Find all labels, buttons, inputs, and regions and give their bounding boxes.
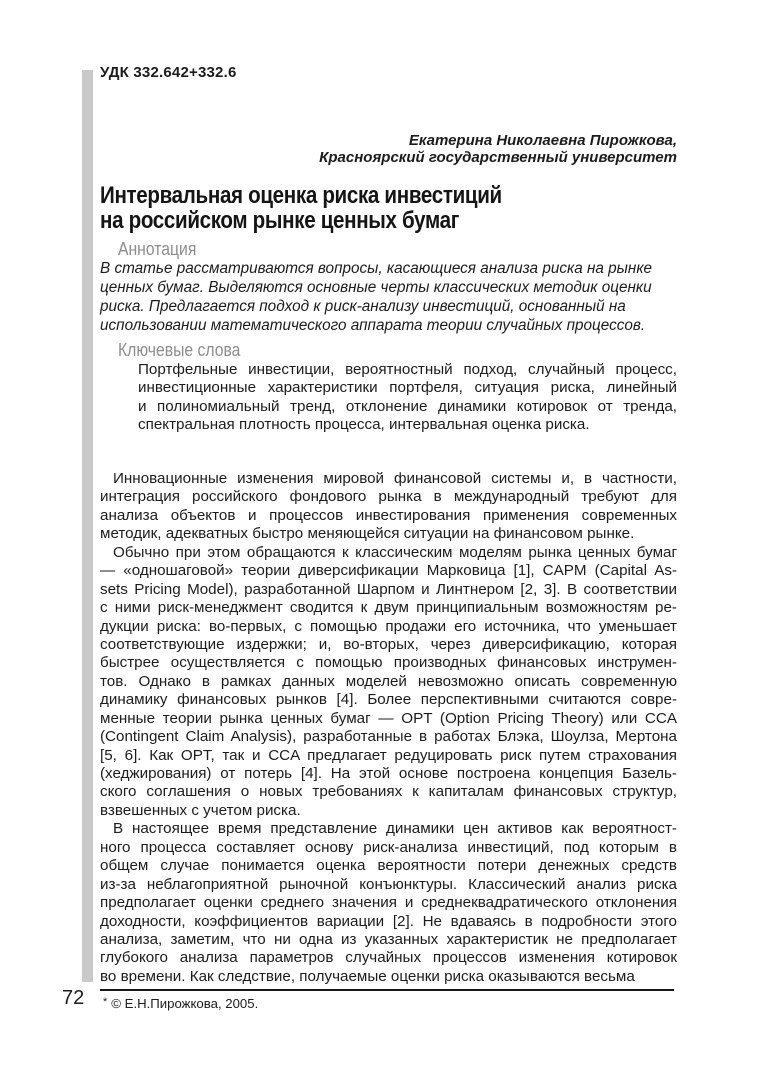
text-line: (Contingent Claim Analysis), разработанные в работах Блэка, Шоулза, Мертона [100, 728, 677, 746]
text-line: Инновационные изменения мировой финансовой системы и, в частности, [113, 470, 677, 487]
footnote-rule [100, 989, 674, 991]
text-line: тов. Однако в рамках данных моделей невозможно описать современную [100, 672, 677, 690]
author-block [100, 133, 677, 166]
text-line: доходности, коэффициентов вариации [2]. Не вдаваясь в подробности этого [100, 912, 677, 930]
article-body [100, 470, 677, 986]
text-line: — «одношаговой» теории диверсификации Марковица [1], CAPM (Capital As- [100, 562, 677, 580]
article-title [100, 184, 671, 233]
text-line: взвешенных с учетом риска. [100, 801, 301, 819]
text-line: [5, 6]. Как OPT, так и CCA предлагает редуцировать риск путем страхования [100, 746, 677, 764]
text-line: sets Pricing Model), разработанной Шарпом и Линтнером [2, 3]. В соответствии [100, 580, 677, 598]
text-line: В статье рассматриваются вопросы, касающиеся анализа риска на рынке [100, 260, 653, 277]
text-line: спектральная плотность процесса, интервальная оценка риска. [138, 416, 590, 434]
text-line: дукции риска: во-первых, с помощью продажи его источника, что уменьшает [100, 617, 677, 635]
text-line: менные теории рынка ценных бумаг — OPT (Option Pricing Theory) или CCA [100, 709, 677, 727]
text-line: динамику финансовых рынков [4]. Более перспективными считаются совре- [100, 691, 677, 709]
body-paragraph [100, 544, 677, 821]
text-line: из-за неблагоприятной рыночной конъюнктуры. Классический анализ риска [100, 875, 677, 893]
text-line: интеграция российского фондового рынка в международный требуют для [100, 488, 677, 506]
copyright-text: © Е.Н.Пирожкова, 2005. [111, 996, 259, 1011]
text-line: соответствующие издержки; и, во-вторых, через диверсификацию, которая [100, 635, 677, 653]
annotation-heading: Аннотация [118, 238, 197, 259]
text-line: Красноярский государственный университет [319, 148, 677, 166]
text-line: Портфельные инвестиции, вероятностный подход, случайный процесс, [138, 361, 677, 378]
text-line: глубокого анализа параметров случайных процессов изменения котировок [100, 949, 677, 967]
text-line: с ними риск-менеджмент сводится к двум принципиальным возможностям ре- [100, 599, 677, 617]
footnote-marker: * [103, 996, 108, 1008]
text-line: Екатерина Николаевна Пирожкова, [408, 132, 677, 149]
keywords-heading: Ключевые слова [118, 339, 241, 360]
body-paragraph [100, 820, 677, 986]
text-line: ского соглашения о новых требованиях к капиталам финансовых структур, [100, 783, 677, 801]
text-line: инвестиционные характеристики портфеля, ситуация риска, линейный [138, 379, 677, 397]
text-line: во времени. Как следствие, получаемые оценки риска оказываются весьма [100, 967, 635, 985]
text-line: (хеджирования) от потерь [4]. На этой основе построена концепция Базель- [100, 765, 677, 782]
text-line: анализа, заметим, что ни одна из указанных характеристик не предполагает [100, 930, 677, 948]
abstract-text [100, 259, 670, 335]
text-line: использовании математического аппарата теории случайных процессов. [100, 317, 646, 334]
text-line: ценных бумаг. Выделяются основные черты классических методик оценки [100, 279, 652, 296]
text-line: Обычно при этом обращаются к классическим моделям рынка ценных бумаг [113, 543, 677, 561]
text-line: методик, адекватных быстро меняющейся ситуации на финансовом рынке. [100, 525, 635, 543]
text-line: и полиномиальный тренд, отклонение динамики котировок от тренда, [138, 397, 677, 415]
text-line: быстрее осуществляется с помощью производных финансовых инструмен- [100, 654, 677, 672]
text-line: предполагает оценки среднего значения и среднеквадратического отклонения [100, 894, 677, 912]
text-line: В настоящее время представление динамики цен активов как вероятност- [113, 820, 677, 838]
text-line: ного процесса составляет основу риск-анализа инвестиций, под которым в [100, 838, 677, 856]
left-margin-bar [82, 70, 93, 982]
keywords-text [138, 361, 677, 435]
text-line: Интервальная оценка риска инвестиций [100, 182, 502, 209]
copyright-footnote [103, 996, 258, 1011]
text-line: анализа объектов и процессов инвестирования применения современных [100, 506, 677, 524]
body-paragraph [100, 470, 677, 544]
udc-code: УДК 332.642+332.6 [100, 64, 237, 81]
text-line: риска. Предлагается подход к риск-анализу инвестиций, основанный на [100, 298, 626, 315]
text-line: на российском рынке ценных бумаг [100, 206, 459, 234]
page-number: 72 [62, 987, 85, 1009]
text-line: общем случае понимается оценка вероятности потери денежных средств [100, 857, 677, 875]
